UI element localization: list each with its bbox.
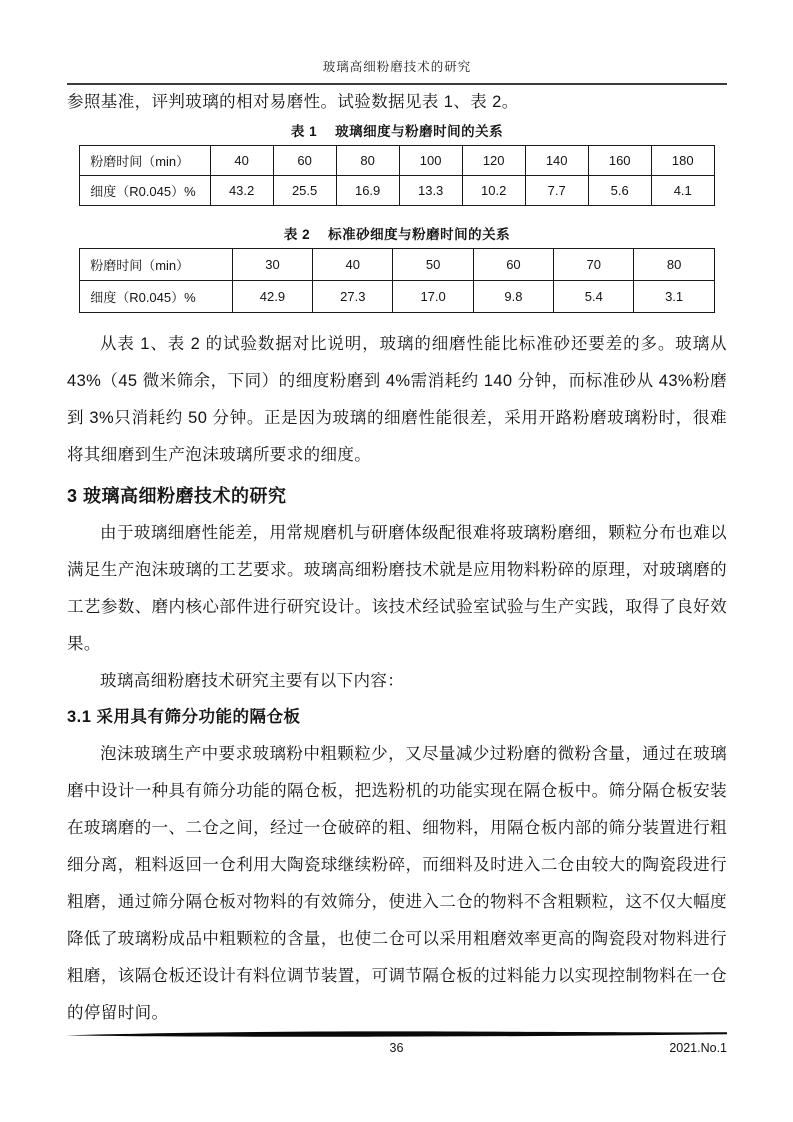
paragraph-section3-1: 泡沫玻璃生产中要求玻璃粉中粗颗粒少，又尽量减少过粉磨的微粉含量，通过在玻璃磨中设计一种具有筛分功能的隔仓板，把选粉机的功能实现在隔仓板中。筛分隔仓板安装在玻璃磨的一、二仓之间，经过一仓破碎的粗、细物料，用隔仓板内部的筛分装置进行粗细分离，粗料返回一仓利用大陶瓷球继续粉碎，而细料及时进入二仓由较大的陶瓷段进行粗磨，通过筛分隔仓板对物料的有效筛分，使进入二仓的物料不含粗颗粒，这不仅大幅度降低了玻璃粉成品中粗颗粒的含量，也使二仓可以采用粗磨效率更高的陶瓷段对物料进行粗磨，该隔仓板还设计有料位调节装置，可调节隔仓板的过料能力以实现控制物料在一仓的停留时间。	[67, 745, 727, 1022]
row-header-cell: 细度（R0.045）%	[80, 176, 210, 206]
table2-caption	[67, 226, 727, 244]
data-cell: 10.2	[462, 176, 525, 206]
paragraph-section3-a: 由于玻璃细磨性能差，用常规磨机与研磨体级配很难将玻璃粉磨细，颗粒分布也难以满足生产泡沫玻璃的工艺要求。玻璃高细粉磨技术就是应用物料粉碎的原理，对玻璃磨的工艺参数、磨内核心部件进行研究设计。该技术经试验室试验与生产实践，取得了良好效果。	[67, 524, 727, 653]
data-cell: 160	[588, 146, 651, 176]
data-cell: 9.8	[473, 281, 553, 313]
table1-caption-label: 表 1	[290, 124, 318, 139]
running-header-title: 玻璃高细粉磨技术的研究	[322, 60, 472, 74]
data-cell: 17.0	[393, 281, 473, 313]
paragraph-section3-b: 玻璃高细粉磨技术研究主要有以下内容：	[100, 672, 405, 690]
data-cell: 80	[336, 146, 399, 176]
data-cell: 30	[232, 249, 312, 281]
data-cell: 43.2	[210, 176, 273, 206]
data-cell: 70	[554, 249, 634, 281]
table1-caption	[67, 123, 727, 141]
data-cell: 60	[273, 146, 336, 176]
data-cell: 80	[634, 249, 714, 281]
row-header-cell: 粉磨时间（min）	[80, 146, 210, 176]
data-cell: 7.7	[525, 176, 588, 206]
table-sand-fineness-vs-time	[79, 248, 715, 313]
data-cell: 42.9	[232, 281, 312, 313]
data-cell: 16.9	[336, 176, 399, 206]
data-cell: 5.6	[588, 176, 651, 206]
table-row	[80, 146, 715, 176]
footer-text-row	[66, 1039, 727, 1057]
data-cell: 60	[473, 249, 553, 281]
data-cell: 40	[210, 146, 273, 176]
table-row	[80, 176, 715, 206]
issue-label: 2021.No.1	[669, 1041, 727, 1055]
data-cell: 120	[462, 146, 525, 176]
row-header-cell: 粉磨时间（min）	[80, 249, 233, 281]
table-row	[80, 281, 715, 313]
table2-caption-title: 标准砂细度与粉磨时间的关系	[328, 227, 511, 242]
section-heading-3-1: 3.1 采用具有筛分功能的隔仓板	[67, 708, 301, 726]
data-cell: 140	[525, 146, 588, 176]
data-cell: 50	[393, 249, 473, 281]
data-cell: 5.4	[554, 281, 634, 313]
data-cell: 3.1	[634, 281, 714, 313]
data-cell: 25.5	[273, 176, 336, 206]
table-row	[80, 249, 715, 281]
row-header-cell: 细度（R0.045）%	[80, 281, 233, 313]
section-heading-3: 3 玻璃高细粉磨技术的研究	[67, 486, 287, 506]
table2-caption-label: 表 2	[283, 227, 311, 242]
data-cell: 4.1	[651, 176, 714, 206]
paragraph-intro: 参照基准，评判玻璃的相对易磨性。试验数据见表 1、表 2。	[67, 93, 519, 111]
data-cell: 40	[313, 249, 393, 281]
footer-rule	[66, 1030, 727, 1038]
data-cell: 13.3	[399, 176, 462, 206]
paragraph-comparison: 从表 1、表 2 的试验数据对比说明，玻璃的细磨性能比标准砂还要差的多。玻璃从 43%（45 微米筛余，下同）的细度粉磨到 4%需消耗约 140 分钟，而标准砂从 43%粉磨到 3%只消耗约 50 分钟。正是因为玻璃的细磨性能很差，采用开路粉磨玻璃粉时，很难将其细磨到生产泡沫玻璃所要求的细度。	[67, 335, 727, 464]
page-number: 36	[389, 1041, 404, 1055]
table1-caption-title: 玻璃细度与粉磨时间的关系	[335, 124, 504, 139]
data-cell: 100	[399, 146, 462, 176]
data-cell: 27.3	[313, 281, 393, 313]
running-header	[67, 57, 727, 85]
table-glass-fineness-vs-time	[79, 145, 715, 206]
data-cell: 180	[651, 146, 714, 176]
page-footer	[66, 1030, 727, 1057]
